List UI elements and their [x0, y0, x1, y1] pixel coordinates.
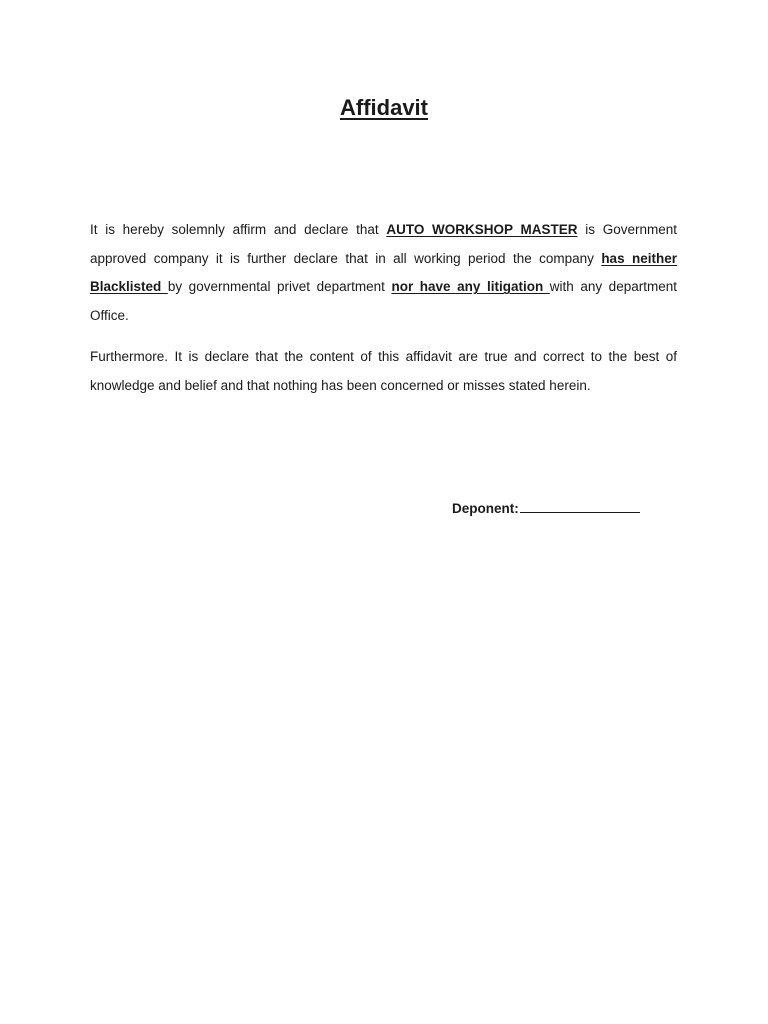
verification-paragraph: Furthermore. It is declare that the content of this affidavit are true and correct to the best of knowledge and belief and that nothing has been concerned or misses stated herein.	[90, 349, 677, 393]
document-title: Affidavit	[340, 95, 428, 120]
company-name: AUTO WORKSHOP MASTER	[386, 222, 578, 237]
declaration-text: by governmental privet department	[167, 279, 392, 295]
signature-line	[520, 498, 640, 513]
litigation-statement: nor have any litigation	[391, 279, 550, 295]
declaration-text: with any department Office.	[90, 279, 677, 323]
deponent-signature	[452, 498, 640, 520]
declaration-paragraph	[90, 216, 677, 330]
declaration-text: is Government approved company it is further declare that in all working period the company	[90, 222, 677, 266]
declaration-text: It is hereby solemnly affirm and declare that	[90, 222, 387, 237]
deponent-label: Deponent:	[452, 501, 519, 516]
blacklist-statement: has neither Blacklisted	[90, 250, 677, 295]
